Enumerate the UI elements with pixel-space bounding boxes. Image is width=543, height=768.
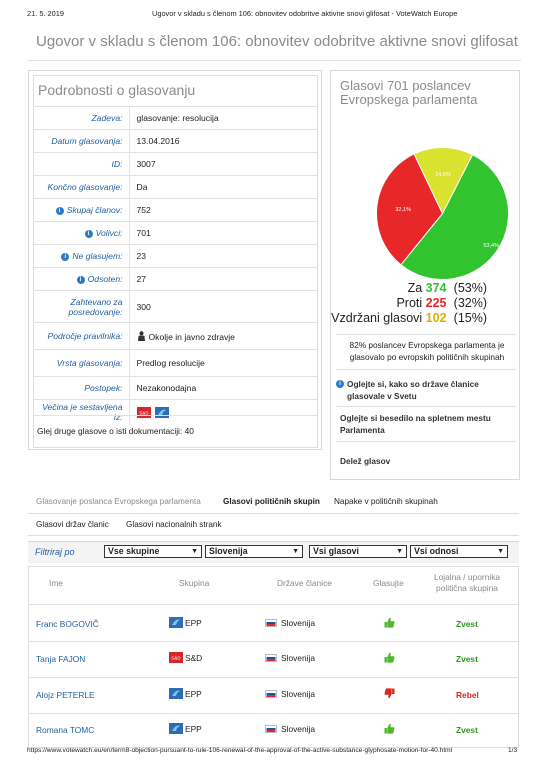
sd-group-logo xyxy=(169,652,183,663)
table-row[interactable] xyxy=(29,604,518,641)
detail-value: glasovanje: resolucija xyxy=(129,107,317,130)
group-name: EPP xyxy=(185,689,202,699)
detail-value: 23 xyxy=(129,245,317,268)
vote-against-count: 225 xyxy=(425,296,447,310)
chevron-down-icon: ▼ xyxy=(292,548,299,555)
detail-label: Volivci: xyxy=(95,228,123,238)
loyalty-verdict: Rebel xyxy=(456,690,479,700)
title-divider xyxy=(28,60,521,61)
parliament-text-link[interactable]: Oglejte si besedilo na spletnem mestu Parlamenta xyxy=(340,413,491,435)
country-name: Slovenija xyxy=(281,724,315,734)
group-filter-select[interactable]: Vse skupine ▼ xyxy=(104,545,202,558)
table-row[interactable] xyxy=(29,641,518,677)
detail-value: 701 xyxy=(129,222,317,245)
other-votes-link[interactable]: Glej druge glasove o isti dokumentaciji: 40 xyxy=(34,415,317,447)
detail-value: 13.04.2016 xyxy=(129,130,317,153)
loyalty-verdict: Zvest xyxy=(456,654,478,664)
print-page-number: 1/3 xyxy=(508,747,518,754)
tab-group-votes[interactable]: Glasovi političnih skupin xyxy=(223,497,320,506)
share-votes-link[interactable]: Delež glasov xyxy=(340,456,391,466)
detail-label: Zadeva: xyxy=(34,107,129,130)
col-header-country: Države članice xyxy=(277,578,332,588)
thumbs-up-icon xyxy=(384,652,395,665)
chevron-down-icon: ▼ xyxy=(396,548,403,555)
chevron-down-icon: ▼ xyxy=(497,548,504,555)
group-name: S&D xyxy=(185,653,203,663)
detail-value: 3007 xyxy=(129,153,317,176)
vote-for-line: Za 374 (53%) xyxy=(407,281,487,295)
vote-for-count: 374 xyxy=(425,281,447,295)
detail-label: Zahtevano za posredovanje: xyxy=(34,291,129,323)
loyalty-verdict: Zvest xyxy=(456,619,478,629)
info-icon[interactable]: i xyxy=(77,276,85,284)
info-icon[interactable]: i xyxy=(56,207,64,215)
page-title: Ugovor v skladu s členom 106: obnovitev odobritve aktivne snovi glifosat xyxy=(36,33,518,50)
thumbs-down-icon xyxy=(384,688,395,701)
vote-abstain-line: Vzdržani glasovi 102 (15%) xyxy=(331,311,487,325)
detail-value: Predlog resolucije xyxy=(129,350,317,377)
detail-label: Postopek: xyxy=(34,377,129,400)
vote-against-line: Proti 225 (32%) xyxy=(396,296,487,310)
epp-group-logo xyxy=(169,688,183,699)
tab-mep-votes[interactable]: Glasovanje poslanca Evropskega parlamenta xyxy=(36,497,201,506)
detail-value: Nezakonodajna xyxy=(129,377,317,400)
vote-counts xyxy=(331,281,487,326)
vote-abstain-count: 102 xyxy=(425,311,447,325)
country-name: Slovenija xyxy=(281,689,315,699)
print-url: https://www.votewatch.eu/en/term8-objection-pursuant-to-rule-106-renewal-of-the-approval-of-the-active-substance-glyphosate-motion-for-40.html xyxy=(27,747,453,754)
svg-text:S&D: S&D xyxy=(171,655,181,661)
group-name: EPP xyxy=(185,618,202,628)
loyalty-verdict: Zvest xyxy=(456,725,478,735)
print-title: Ugovor v skladu s členom 106: obnovitev odobritve aktivne snovi glifosat - VoteWatch Europe xyxy=(152,9,458,18)
pie-label-abstain: 14,6% xyxy=(435,171,451,178)
divider xyxy=(336,334,516,335)
divider xyxy=(336,369,516,370)
thumbs-up-icon xyxy=(384,723,395,736)
country-filter-select[interactable]: Slovenija ▼ xyxy=(205,545,303,558)
relation-filter-select[interactable]: Vsi odnosi ▼ xyxy=(410,545,508,558)
info-icon[interactable]: i xyxy=(85,230,93,238)
epp-group-logo xyxy=(169,723,183,734)
col-header-loyalty: Lojalna / upornika politična skupina xyxy=(433,572,501,593)
tabs-divider xyxy=(28,535,519,536)
mep-name-link[interactable]: Romana TOMC xyxy=(36,725,95,735)
table-header xyxy=(29,567,518,604)
vote-abstain-pct: (15%) xyxy=(453,311,487,325)
tab-national-party-votes[interactable]: Glasovi nacionalnih strank xyxy=(126,520,222,529)
info-icon[interactable]: i xyxy=(61,253,69,261)
epp-group-logo xyxy=(169,617,183,628)
mep-name-link[interactable]: Alojz PETERLE xyxy=(36,690,95,700)
slovenia-flag-icon xyxy=(265,619,277,627)
country-name: Slovenija xyxy=(281,618,315,628)
divider xyxy=(336,441,516,442)
person-icon xyxy=(137,331,146,341)
tab-member-state-votes[interactable]: Glasovi držav članic xyxy=(36,520,109,529)
country-name: Slovenija xyxy=(281,653,315,663)
detail-value: Da xyxy=(129,176,317,199)
filter-label: Filtriraj po xyxy=(35,547,75,557)
policy-area-value: Okolje in javno zdravje xyxy=(148,331,235,342)
tabs-divider xyxy=(28,513,519,514)
slovenia-flag-icon xyxy=(265,654,277,662)
chevron-down-icon: ▼ xyxy=(191,548,198,555)
detail-value: 27 xyxy=(129,268,317,291)
mep-name-link[interactable]: Franc BOGOVIČ xyxy=(36,619,99,629)
vote-for-pct: (53%) xyxy=(453,281,487,295)
group-name: EPP xyxy=(185,724,202,734)
votes-pie-chart xyxy=(374,145,511,282)
detail-label: Vrsta glasovanja: xyxy=(34,350,129,377)
table-row[interactable] xyxy=(29,713,518,747)
filter-bar xyxy=(28,541,519,563)
votes-heading-line1: Glasovi 701 poslancev xyxy=(340,78,471,93)
vote-details-panel xyxy=(28,70,322,450)
votes-panel xyxy=(330,70,520,480)
vote-filter-select[interactable]: Vsi glasovi ▼ xyxy=(309,545,407,558)
svg-text:S&D: S&D xyxy=(138,410,149,416)
vote-against-pct: (32%) xyxy=(453,296,487,310)
detail-label: Datum glasovanja: xyxy=(34,130,129,153)
detail-label: ID: xyxy=(34,153,129,176)
detail-label: Ne glasujem: xyxy=(72,251,123,261)
col-header-group: Skupina xyxy=(179,578,210,588)
divider xyxy=(336,406,516,407)
detail-label: Odsoten: xyxy=(87,274,123,284)
member-states-link[interactable]: i Oglejte si, kako so države članice glasovale v Svetu xyxy=(336,378,510,402)
info-icon: i xyxy=(336,380,344,388)
vote-details-heading: Podrobnosti o glasovanju xyxy=(38,82,196,98)
mep-name-link[interactable]: Tanja FAJON xyxy=(36,654,86,664)
table-row[interactable] xyxy=(29,677,518,713)
meps-table xyxy=(28,566,519,748)
political-groups-summary: 82% poslancev Evropskega parlamenta je glasovalo po evropskih političnih skupinah xyxy=(349,340,505,362)
detail-label: Skupaj članov: xyxy=(66,205,123,215)
detail-value: 300 xyxy=(129,291,317,323)
slovenia-flag-icon xyxy=(265,725,277,733)
votes-heading xyxy=(331,71,519,115)
vote-details-table xyxy=(34,106,317,425)
votes-heading-line2: Evropskega parlamenta xyxy=(340,92,478,107)
print-date: 21. 5. 2019 xyxy=(27,9,64,18)
thumbs-up-icon xyxy=(384,617,395,630)
detail-value: 752 xyxy=(129,199,317,222)
detail-label: Večina je sestavljena iz: xyxy=(34,400,129,425)
tab-group-errors[interactable]: Napake v političnih skupinah xyxy=(334,497,438,506)
pie-label-for: 53,4% xyxy=(483,243,500,250)
col-header-vote: Glasujte xyxy=(373,578,404,588)
col-header-name: Ime xyxy=(49,578,63,588)
pie-label-against: 32,1% xyxy=(395,206,411,213)
detail-label: Končno glasovanje: xyxy=(34,176,129,199)
slovenia-flag-icon xyxy=(265,690,277,698)
detail-label: Področje pravilnika: xyxy=(34,323,129,350)
